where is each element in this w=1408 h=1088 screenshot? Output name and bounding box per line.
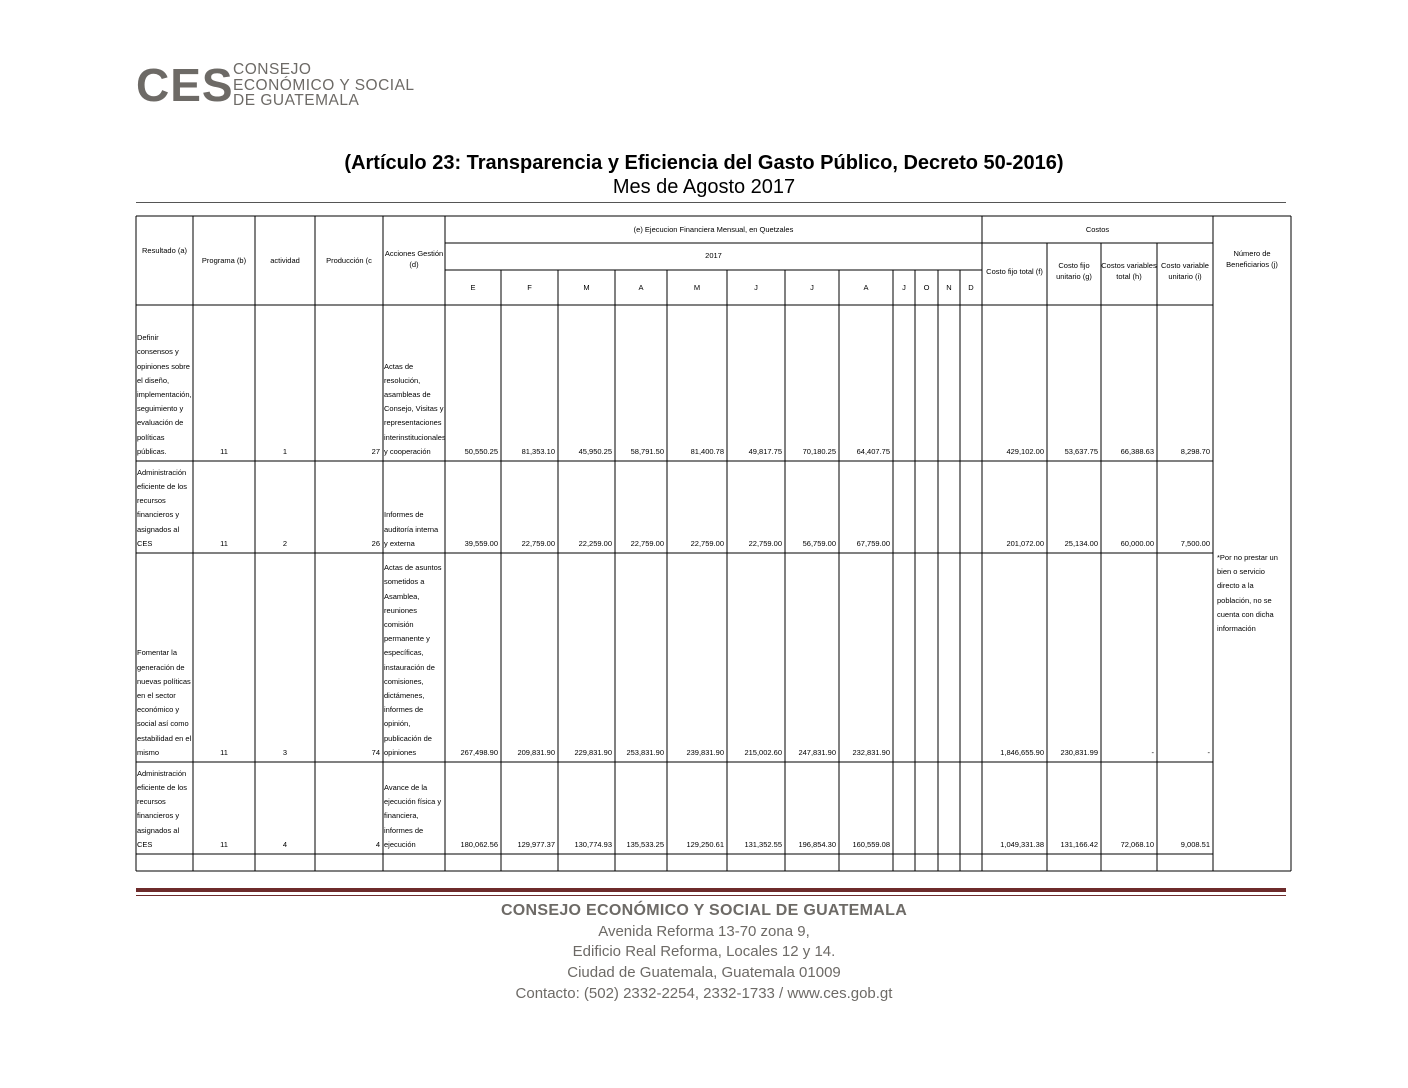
- header-programa-text: Programa (b): [201, 256, 247, 265]
- header-month-text: J: [902, 283, 906, 292]
- row-programa: [193, 445, 255, 461]
- row-month-value-text: 22,759.00: [690, 539, 724, 548]
- row-month-value: [558, 537, 615, 553]
- row-acciones-text: Informes de auditoría interna y externa: [384, 510, 439, 548]
- header-month-text: J: [754, 283, 758, 292]
- beneficiarios-note-text: *Por no prestar un bien o servicio directo a la población, no se cuenta con dicha información: [1217, 553, 1278, 634]
- row-month-value-text: 247,831.90: [798, 748, 836, 757]
- row-month-value: [839, 838, 893, 854]
- header-month: [960, 282, 982, 296]
- row-produccion-text: 26: [371, 539, 380, 548]
- row-costo-fijo-unitario-text: 230,831.99: [1060, 748, 1098, 757]
- header-resultado: [136, 245, 193, 280]
- row-month-value: [727, 445, 785, 461]
- header-month: [501, 282, 558, 296]
- row-acciones: [383, 553, 445, 760]
- row-costo-fijo-total-text: 1,049,331.38: [1000, 840, 1044, 849]
- header-costos-text: Costos: [1085, 225, 1110, 234]
- header-month: [445, 282, 501, 296]
- row-costo-fijo-unitario-text: 131,166.42: [1060, 840, 1098, 849]
- logo-line: DE GUATEMALA: [233, 92, 360, 109]
- header-month: [915, 282, 938, 296]
- row-month-value-text: 209,831.90: [517, 748, 555, 757]
- row-costos-variables-total: [1101, 838, 1157, 854]
- header-ejecucion-text: (e) Ejecucion Financiera Mensual, en Quetzales: [633, 225, 794, 234]
- header-acciones-text: Acciones Gestión (d): [384, 249, 444, 269]
- row-costo-fijo-total-text: 1,846,655.90: [1000, 748, 1044, 757]
- row-acciones: [383, 305, 445, 459]
- header-actividad-text: actividad: [270, 256, 300, 265]
- row-month-value: [501, 838, 558, 854]
- header-costos: [982, 224, 1213, 238]
- row-costos-variables-total-text: 60,000.00: [1120, 539, 1154, 548]
- header-costo-fijo-total: [982, 266, 1047, 280]
- row-month-value-text: 67,759.00: [856, 539, 890, 548]
- logo-mark: CES: [136, 59, 234, 111]
- header-month: [558, 282, 615, 296]
- footer-address-2: Edificio Real Reforma, Locales 12 y 14.: [572, 943, 836, 960]
- header-actividad: [255, 255, 315, 270]
- row-month-value: [445, 838, 501, 854]
- header-resultado-text: Resultado (a): [141, 246, 188, 255]
- header-costo-variable-unitario: [1157, 260, 1213, 292]
- row-month-value: [727, 746, 785, 762]
- row-month-value-text: 135,533.25: [626, 840, 664, 849]
- footer-address-1: Avenida Reforma 13-70 zona 9,: [598, 923, 810, 940]
- row-month-value: [558, 746, 615, 762]
- row-resultado: [136, 762, 193, 852]
- row-month-value: [667, 537, 727, 553]
- row-month-value-text: 130,774.93: [574, 840, 612, 849]
- row-costos-variables-total-text: -: [1151, 748, 1154, 757]
- row-costo-variable-unitario-text: 7,500.00: [1180, 539, 1210, 548]
- row-month-value-text: 81,400.78: [690, 447, 724, 456]
- row-acciones-text: Avance de la ejecución física y financiera, informes de ejecución: [384, 782, 442, 849]
- header-month: [727, 282, 785, 296]
- header-month-text: O: [923, 283, 930, 292]
- logo-line: ECONÓMICO Y SOCIAL: [233, 76, 415, 94]
- row-month-value: [839, 445, 893, 461]
- row-acciones-text: Actas de resolución, asambleas de Consejo, Visitas y representaciones interinstitucionales y cooperación: [384, 361, 446, 456]
- header-month-text: D: [968, 283, 974, 292]
- row-month-value: [727, 838, 785, 854]
- header-costo-fijo-unitario: [1047, 260, 1101, 292]
- page-subtitle: Mes de Agosto 2017: [612, 176, 796, 198]
- row-actividad: [255, 746, 315, 762]
- row-costo-fijo-unitario-text: 53,637.75: [1064, 447, 1098, 456]
- row-costo-fijo-total-text: 201,072.00: [1006, 539, 1044, 548]
- header-month: [839, 282, 893, 296]
- row-month-value-text: 229,831.90: [574, 748, 612, 757]
- header-month-text: M: [693, 283, 701, 292]
- row-resultado-text: Fomentar la generación de nuevas políticas en el sector económico y social así como estabilidad en el mismo: [137, 648, 192, 757]
- row-resultado: [136, 461, 193, 551]
- row-resultado-text: Definir consensos y opiniones sobre el diseño, implementación, seguimiento y evaluación de políticas públicas.: [137, 333, 192, 456]
- row-month-value: [785, 537, 839, 553]
- row-month-value: [501, 537, 558, 553]
- row-month-value: [727, 537, 785, 553]
- header-month-text: M: [583, 283, 590, 292]
- row-month-value-text: 56,759.00: [802, 539, 836, 548]
- row-month-value: [785, 445, 839, 461]
- row-programa-text: 11: [220, 840, 228, 849]
- row-month-value: [615, 537, 667, 553]
- row-costos-variables-total-text: 66,388.63: [1120, 447, 1154, 456]
- header-month: [615, 282, 667, 296]
- row-produccion: [315, 445, 383, 461]
- row-actividad-text: 4: [282, 840, 288, 849]
- row-actividad-text: 1: [282, 447, 288, 456]
- row-month-value-text: 45,950.25: [578, 447, 612, 456]
- row-resultado: [136, 553, 193, 760]
- row-month-value: [615, 838, 667, 854]
- row-month-value: [501, 445, 558, 461]
- row-produccion: [315, 838, 383, 854]
- row-costo-fijo-total: [982, 445, 1047, 461]
- row-actividad: [255, 838, 315, 854]
- row-costos-variables-total: [1101, 445, 1157, 461]
- header-beneficiarios-text: Número de Beneficiarios (j): [1226, 249, 1278, 269]
- row-month-value-text: 232,831.90: [852, 748, 890, 757]
- row-programa: [193, 838, 255, 854]
- row-month-value-text: 239,831.90: [686, 748, 724, 757]
- row-month-value: [445, 537, 501, 553]
- row-costos-variables-total: [1101, 537, 1157, 553]
- row-costo-variable-unitario-text: 8,298.70: [1180, 447, 1210, 456]
- row-actividad-text: 3: [282, 748, 288, 757]
- row-month-value: [667, 445, 727, 461]
- row-month-value-text: 39,559.00: [464, 539, 498, 548]
- row-month-value-text: 22,759.00: [630, 539, 664, 548]
- row-month-value: [558, 838, 615, 854]
- row-month-value-text: 129,250.61: [686, 840, 724, 849]
- row-month-value-text: 70,180.25: [802, 447, 836, 456]
- row-costo-fijo-total: [982, 838, 1047, 854]
- row-produccion: [315, 746, 383, 762]
- footer-contact: Contacto: (502) 2332-2254, 2332-1733 / www.ces.gob.gt: [515, 985, 893, 1002]
- row-month-value-text: 267,498.90: [460, 748, 498, 757]
- row-resultado-text: Administración eficiente de los recursos financieros y asignados al CES: [137, 467, 188, 548]
- header-produccion-text: Producción (c: [326, 256, 372, 265]
- row-produccion-text: 4: [375, 840, 380, 849]
- row-month-value-text: 50,550.25: [464, 447, 498, 456]
- header-ejecucion: [445, 224, 982, 238]
- row-month-value-text: 81,353.10: [521, 447, 555, 456]
- row-month-value: [615, 746, 667, 762]
- header-costo-fijo-total-text: Costo fijo total (f): [986, 267, 1043, 276]
- header-month: [785, 282, 839, 296]
- row-actividad: [255, 537, 315, 553]
- row-actividad: [255, 445, 315, 461]
- row-costo-fijo-unitario-text: 25,134.00: [1064, 539, 1098, 548]
- row-month-value: [445, 746, 501, 762]
- row-month-value-text: 64,407.75: [856, 447, 890, 456]
- row-costo-fijo-total: [982, 746, 1047, 762]
- header-month: [893, 282, 915, 296]
- row-programa-text: 11: [220, 539, 228, 548]
- row-costo-variable-unitario: [1157, 838, 1213, 854]
- row-acciones: [383, 461, 445, 551]
- row-month-value-text: 58,791.50: [630, 447, 664, 456]
- row-month-value-text: 253,831.90: [626, 748, 664, 757]
- row-month-value: [839, 537, 893, 553]
- header-costos-variables-total: [1101, 260, 1157, 292]
- row-month-value: [558, 445, 615, 461]
- row-costo-fijo-unitario: [1047, 537, 1101, 553]
- footer-divider-thin: [136, 895, 1286, 896]
- row-costo-variable-unitario-text: 9,008.51: [1180, 840, 1210, 849]
- row-month-value-text: 180,062.56: [460, 840, 498, 849]
- header-costo-variable-unitario-text: Costo variable unitario (i): [1161, 261, 1209, 281]
- header-year: [445, 250, 982, 264]
- footer-city: Ciudad de Guatemala, Guatemala 01009: [567, 964, 841, 981]
- row-month-value: [839, 746, 893, 762]
- row-produccion-text: 27: [371, 447, 380, 456]
- row-programa-text: 11: [220, 748, 228, 757]
- row-acciones: [383, 762, 445, 852]
- row-month-value: [785, 746, 839, 762]
- row-actividad-text: 2: [282, 539, 288, 548]
- header-acciones: [383, 248, 445, 280]
- row-programa: [193, 537, 255, 553]
- beneficiarios-note: [1216, 551, 1290, 634]
- header-costos-variables-total-text: Costos variables total (h): [1101, 261, 1157, 281]
- logo-line: CONSEJO: [233, 61, 312, 78]
- row-costo-fijo-unitario: [1047, 445, 1101, 461]
- row-costo-fijo-unitario: [1047, 838, 1101, 854]
- footer-org-name: CONSEJO ECONÓMICO Y SOCIAL DE GUATEMALA: [500, 902, 908, 919]
- header-year-text: 2017: [705, 251, 722, 260]
- header-month-text: J: [810, 283, 814, 292]
- row-costo-variable-unitario: [1157, 445, 1213, 461]
- row-resultado: [136, 305, 193, 459]
- row-month-value: [667, 746, 727, 762]
- row-acciones-text: Actas de asuntos sometidos a Asamblea, reuniones comisión permanente y específicas, instauración de comisiones, dictámenes, informes de opinión, publicación de opiniones: [384, 563, 442, 757]
- header-costo-fijo-unitario-text: Costo fijo unitario (g): [1056, 261, 1092, 281]
- row-programa: [193, 746, 255, 762]
- header-month-text: F: [527, 283, 532, 292]
- row-month-value-text: 49,817.75: [748, 447, 782, 456]
- row-month-value-text: 129,977.37: [517, 840, 555, 849]
- row-month-value-text: 160,559.08: [852, 840, 890, 849]
- row-costo-variable-unitario: [1157, 537, 1213, 553]
- row-month-value-text: 22,759.00: [521, 539, 555, 548]
- page-title: (Artículo 23: Transparencia y Eficiencia del Gasto Público, Decreto 50-2016): [344, 152, 1064, 174]
- footer-divider-thick: [136, 888, 1286, 892]
- row-costo-fijo-total: [982, 537, 1047, 553]
- row-month-value-text: 131,352.55: [744, 840, 782, 849]
- header-month-text: E: [470, 283, 476, 292]
- row-resultado-text: Administración eficiente de los recursos financieros y asignados al CES: [137, 768, 188, 849]
- header-month-text: A: [638, 283, 644, 292]
- row-month-value: [615, 445, 667, 461]
- row-month-value: [785, 838, 839, 854]
- row-produccion-text: 74: [371, 748, 380, 757]
- header-month-text: A: [863, 283, 869, 292]
- row-costo-variable-unitario: [1157, 746, 1213, 762]
- header-programa: [193, 255, 255, 270]
- row-costo-variable-unitario-text: -: [1207, 748, 1210, 757]
- row-costos-variables-total: [1101, 746, 1157, 762]
- header-month-text: N: [946, 283, 952, 292]
- row-month-value-text: 215,002.60: [744, 748, 782, 757]
- row-programa-text: 11: [220, 447, 228, 456]
- row-month-value: [667, 838, 727, 854]
- row-costos-variables-total-text: 72,068.10: [1120, 840, 1154, 849]
- row-produccion: [315, 537, 383, 553]
- row-month-value-text: 22,759.00: [748, 539, 782, 548]
- header-month: [938, 282, 960, 296]
- row-month-value-text: 196,854.30: [798, 840, 836, 849]
- row-month-value: [501, 746, 558, 762]
- row-month-value: [445, 445, 501, 461]
- header-beneficiarios: [1213, 248, 1291, 280]
- row-costo-fijo-total-text: 429,102.00: [1006, 447, 1044, 456]
- row-month-value-text: 22,259.00: [578, 539, 612, 548]
- header-month: [667, 282, 727, 296]
- header-produccion: [315, 255, 383, 270]
- row-costo-fijo-unitario: [1047, 746, 1101, 762]
